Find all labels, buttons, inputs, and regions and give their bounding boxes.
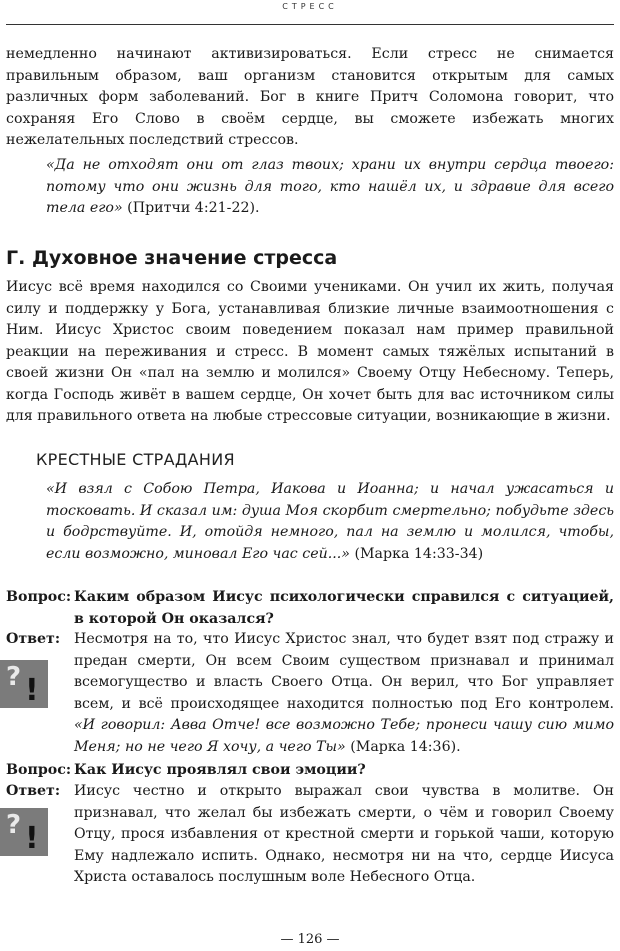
quote-text: «Да не отходят они от глаз твоих; храни их внутри сердца твоего: потому что они жизнь для того, кто нашёл их, и здравие для всего тела его» (46, 157, 614, 216)
quote-proverbs (46, 155, 614, 220)
exclamation-mark-glyph: ! (25, 673, 39, 708)
page-number: — 126 — (280, 932, 340, 947)
answer-body: Несмотря на то, что Иисус Христос знал, что будет взят под стражу и предан смерти, Он всем Своим существом признавал и принимал всемогущество и власть Своего Отца. Он верил, что Бог управляет всем, и всё происходящее находится полностью под Его контролем. (74, 631, 614, 712)
answer-label: Ответ: (6, 631, 61, 647)
quote-text: «И взял с Собою Петра, Иакова и Иоанна; и начал ужасаться и тосковать. И сказал им: душа Моя скорбит смертельно; побудьте здесь и бодрствуйте. И, отойдя немного, пал на землю и молился, чтобы, если возможно, миновал Его час сей...» (46, 481, 614, 562)
subheading: КРЕСТНЫЕ СТРАДАНИЯ (36, 450, 235, 469)
answer-quote: «И говорил: Авва Отче! все возможно Тебе; пронеси чашу сию мимо Меня; но не чего Я хочу, а чего Ты» (74, 717, 614, 755)
intro-paragraph: немедленно начинают активизироваться. Если стресс не снимается правильным образом, ваш организм становится открытым для самых различных форм заболеваний. Бог в книге Притч Соломона говорит, что сохраняя Его Слово в своём сердце, вы сможете избежать многих нежелательных последствий стрессов. (6, 46, 614, 148)
question-text: Каким образом Иисус психологически справился с ситуацией, в которой Он оказался? (74, 589, 614, 627)
question-mark-glyph: ? (6, 662, 22, 692)
answer-label: Ответ: (6, 783, 61, 799)
answer-text (74, 629, 614, 758)
question-exclamation-icon (0, 808, 48, 856)
section-paragraph: Иисус всё время находился со Своими учениками. Он учил их жить, получая силу и поддержку у Бога, устанавливая близкие личные взаимоотношения с Ним. Иисус Христос своим поведением показал нам пример правильной реакции на переживания и стресс. В момент самых тяжёлых испытаний в своей жизни Он «пал на землю и молился» Своему Отцу Небесному. Теперь, когда Господь живёт в вашем сердце, Он хочет быть для вас источником силы для правильного ответа на любые стрессовые ситуации, возникающие в жизни. (6, 279, 614, 424)
header-rule (6, 24, 614, 25)
section-title: Г. Духовное значение стресса (6, 247, 338, 269)
question-label: Вопрос: (6, 589, 72, 605)
exclamation-mark-glyph: ! (25, 821, 39, 856)
question-label: Вопрос: (6, 762, 72, 778)
quote-reference: (Марка 14:33-34) (354, 545, 484, 562)
question-mark-glyph: ? (6, 810, 22, 840)
question-exclamation-icon (0, 660, 48, 708)
quote-mark (46, 479, 614, 565)
question-text: Как Иисус проявлял свои эмоции? (74, 762, 366, 778)
answer-text: Иисус честно и открыто выражал свои чувства в молитве. Он признавал, что желал бы избежать смерти, о чём и говорил Своему Отцу, прося избавления от крестной смерти и горькой чаши, которую Ему надлежало испить. Однако, несмотря ни на что, сердце Иисуса Христа оставалось послушным воле Небесного Отца. (74, 783, 614, 885)
running-header: СТРЕСС (282, 2, 338, 11)
answer-quote-reference: (Марка 14:36). (350, 738, 461, 755)
quote-reference: (Притчи 4:21-22). (127, 200, 260, 216)
